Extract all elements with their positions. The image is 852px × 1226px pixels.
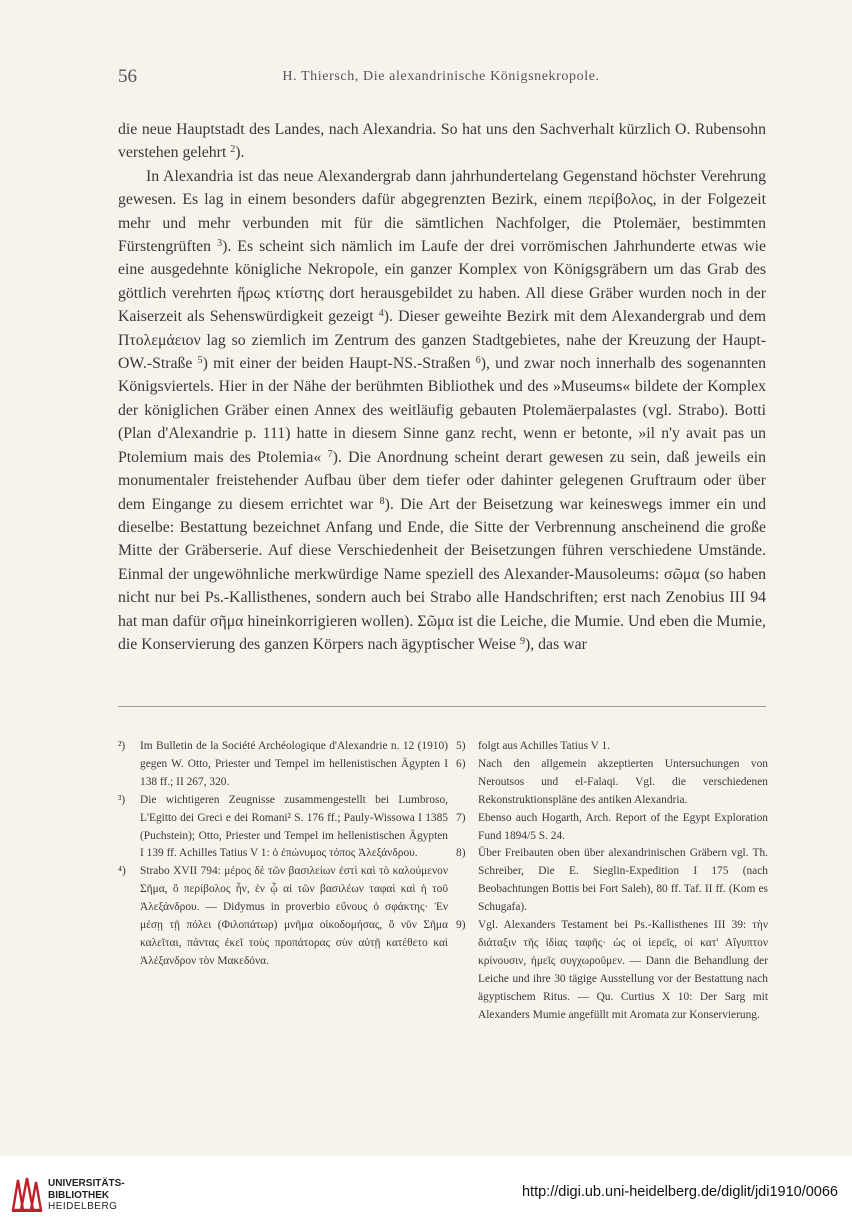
footnote-text: Strabo XVII 794: μέρος δὲ τῶν βασιλείων ἐστὶ καὶ τὸ καλούμενον Σῆμα, ὃ περίβολος ἦν, ἐν ᾧ αἱ τῶν βασιλέων ταφαὶ καὶ ἡ τοῦ Ἀλεξάνδρου. — Didymus in proverbio εὔνους ὁ σφάκτης· Ἐν μέσῃ τῇ πόλει (Φιλοπάτωρ) μνῆμα οἰκοδομήσας, ὃ νῦν Σῆμα καλεῖται, πάντας ἐκεῖ τοὺς προπάτορας σὺν αὐτῇ κατέθετο καὶ Ἀλέξανδρον τὸν Μακεδόνα. xyxy=(140,865,448,967)
footnote-ref-2: 2 xyxy=(230,144,236,156)
paragraph-1-text: die neue Hauptstadt des Landes, nach Alexandria. So hat uns den Sachverhalt kürzlich O. Rubensohn verstehen gelehrt xyxy=(118,121,766,162)
footnote-ref-5: 5 xyxy=(197,355,203,367)
footnote-text: Ebenso auch Hogarth, Arch. Report of the Egypt Exploration Fund 1894/5 S. 24. xyxy=(478,811,768,842)
footnote xyxy=(456,810,768,846)
footnote-divider xyxy=(118,706,766,707)
library-name-line-1: UNIVERSITÄTS- xyxy=(48,1178,125,1189)
source-url-link[interactable]: http://digi.ub.uni-heidelberg.de/diglit/jdi1910/0066 xyxy=(521,1184,838,1200)
main-text xyxy=(118,118,766,656)
paragraph-2-part-f: ). Die Anordnung scheint derart gewesen zu sein, daß jeweils ein monumentaler freistehender Aufbau über dem tiefer oder dahinter gelegenen Gruftraum oder über dem Eingange zu diesem errichtet war xyxy=(118,448,766,513)
footnotes-right-column xyxy=(456,738,768,1025)
footnote xyxy=(456,756,768,810)
footnote-ref-9: 9 xyxy=(520,635,525,647)
footnote-text: Die wichtigeren Zeugnisse zusammengestellt bei Lumbroso, L'Egitto dei Greci e dei Romani² S. 176 ff.; Pauly-Wissowa I 1385 (Puchstein); Otto, Priester und Tempel im hellenistischen Ägypten I 139 ff. Achilles Tatius V 1: ὁ ἐπώνυμος τόπος Ἀλεξάνδρου. xyxy=(140,793,448,860)
footnote xyxy=(118,863,448,970)
footnote-number: 6) xyxy=(456,757,466,770)
footnote-ref-7: 7 xyxy=(327,448,333,460)
footnote-number: 8) xyxy=(456,847,466,860)
footnote-text: Vgl. Alexanders Testament bei Ps.-Kallisthenes III 39: τὴν διάταξιν τῆς ἰδίας ταφῆς· ὡς οἱ ἱερεῖς, οἱ κατ' Αἴγυπτον κρίνουσιν, ἡμεῖς συγχωροῦμεν. — Dann die Behandlung der Leiche und ihre 30 tägige Ausstellung vor der Bestattung nach ägyptischem Ritus. — Qu. Curtius X 10: Der Sarg mit Alexanders Mumie angefüllt mit Aromata zur Konservierung. xyxy=(478,919,768,1021)
paragraph-1-end: ). xyxy=(235,144,245,162)
footnote-number: 7) xyxy=(456,811,466,824)
university-library-logo-icon xyxy=(10,1174,44,1214)
paragraph-2-part-d: ) mit einer der beiden Haupt-NS.-Straßen xyxy=(202,355,471,373)
running-title: H. Thiersch, Die alexandrinische Königsnekropole. xyxy=(282,69,600,84)
footnote-text: folgt aus Achilles Tatius V 1. xyxy=(478,740,611,752)
footnote xyxy=(118,738,448,792)
library-footer xyxy=(0,1156,852,1226)
page-header xyxy=(118,66,764,88)
footnotes-left-column xyxy=(118,738,448,971)
footnote-number: ²) xyxy=(118,740,126,752)
paragraph-2-part-g: ). Die Art der Beisetzung war keineswegs immer ein und dieselbe: Bestattung bezeichnet Anfang und Ende, die Sitte der Verbrennung anscheinend die große Mitte der Gräberserie. Auf diese Verschiedenheit der Beisetzungen führen verschiedene Umstände. Einmal der ungewöhnliche merkwürdige Name speziell des Alexander-Mausoleums: σῶμα (so haben nicht nur bei Ps.-Kallisthenes, sondern auch bei Strabo alle Handschriften; erst nach Zenobius III 94 hat man dafür σῆμα hineinkorrigieren wollen). Σῶμα ist die Leiche, die Mumie. Und eben die Mumie, die Konservierung des ganzen Körpers nach ägyptischer Weise xyxy=(118,495,767,653)
footnote-text: Nach den allgemein akzeptierten Untersuchungen von Neroutsos und el-Falaqi. Vgl. die verschiedenen Rekonstruktionspläne des antiken Alexandria. xyxy=(478,757,768,806)
paragraph-2 xyxy=(118,165,766,657)
paragraph-1 xyxy=(118,118,766,165)
footnote-ref-6: 6 xyxy=(475,355,481,367)
paragraph-2-part-h: ), das war xyxy=(525,635,587,653)
footnote-ref-8: 8 xyxy=(379,495,385,507)
footnote xyxy=(456,917,768,1024)
footnote-number: 5) xyxy=(456,740,466,752)
footnote-number: ⁴) xyxy=(118,865,126,878)
library-name xyxy=(48,1178,125,1213)
paragraph-2-part-a: In Alexandria ist das neue Alexandergrab dann jahrhundertelang Gegenstand höchster Verehrung gewesen. Es lag in einem besonders dafür abgegrenzten Bezirk, einem περίβολος, in der Folgezeit mehr und mehr verbunden mit für die sämtlichen Nachfolger, die Ptolemäer, bestimmten Fürstengrüften xyxy=(118,167,766,256)
footnote-ref-4: 4 xyxy=(378,308,384,320)
footnote-number: 9) xyxy=(456,919,466,932)
footnote xyxy=(118,792,448,864)
footnote xyxy=(456,845,768,917)
library-name-line-2: BIBLIOTHEK xyxy=(48,1189,110,1201)
footnote-text: Über Freibauten oben über alexandrinischen Gräbern vgl. Th. Schreiber, Die E. Sieglin-Expedition I 175 (nach Beobachtungen Bottis bei Fort Saleh), 80 ff. Taf. II ff. (Kom es Schugafa). xyxy=(478,847,768,914)
footnote-text: Im Bulletin de la Société Archéologique d'Alexandrie n. 12 (1910) gegen W. Otto, Priester und Tempel im hellenistischen Ägypten I 138 ff.; II 267, 320. xyxy=(140,740,448,788)
footnote-number: ³) xyxy=(118,793,126,806)
page-number: 56 xyxy=(118,66,137,87)
paragraph-2-part-b: ). Es scheint sich nämlich im Laufe der drei vorrömischen Jahrhunderte etwas wie eine ausgedehnte königliche Nekropole, ein ganzer Komplex von Königsgräbern um das Grab des göttlich verehrten ἥρως κτίστης dort herausgebildet zu haben. All diese Gräber wurden noch in der Kaiserzeit als Sehenswürdigkeit gezeigt xyxy=(118,238,767,326)
paragraph-2-part-e: ), und zwar noch innerhalb des sogenannten Königsviertels. Hier in der Nähe der berühmten Bibliothek und des »Museums« bildete der Komplex der königlichen Gräber einen Annex des weitläufig gebauten Ptolemäerpalastes (vgl. Strabo). Botti (Plan d'Alexandrie p. 111) hatte in diesem Sinne ganz recht, wenn er betonte, »il n'y avait pas un Ptolemium mais des Ptolemia« xyxy=(118,355,767,466)
footnote xyxy=(456,738,768,756)
footnote-ref-3: 3 xyxy=(217,238,223,250)
library-name-line-3: HEIDELBERG xyxy=(48,1201,118,1212)
paragraph-2-part-c: ). Dieser geweihte Bezirk mit dem Alexandergrab und dem Πτολεμάειον lag so ziemlich im Zentrum des ganzen Stadtgebietes, nahe der Kreuzung der Haupt-OW.-Straße xyxy=(118,308,767,373)
